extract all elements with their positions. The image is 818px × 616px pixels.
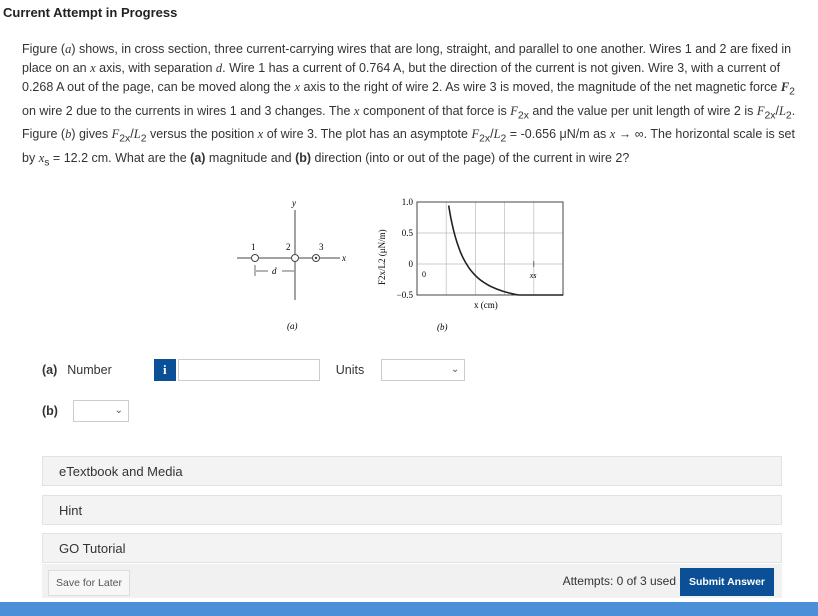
wire-1 [252, 255, 259, 262]
x-tick-label: 0 [422, 270, 426, 279]
wire-3-label: 3 [319, 242, 324, 252]
x-axis-label: x [342, 253, 346, 263]
number-input[interactable] [178, 359, 320, 381]
y-tick-label: 1.0 [401, 197, 413, 207]
etextbook-media-panel[interactable]: eTextbook and Media [42, 456, 782, 486]
out-of-page-dot [315, 257, 317, 259]
part-a-label: (a) [42, 363, 58, 377]
taskbar [0, 602, 818, 616]
submit-answer-button[interactable]: Submit Answer [680, 568, 774, 596]
d-label: d [272, 266, 277, 276]
save-for-later-button[interactable]: Save for Later [48, 570, 130, 596]
answer-row-b [42, 400, 129, 422]
chart-frame [417, 202, 563, 295]
number-label: Number [67, 363, 112, 377]
y-tick-label: −0.5 [396, 290, 413, 300]
figure-a-caption: (a) [287, 321, 298, 331]
part-b-label: (b) [42, 404, 58, 418]
footer-bar [42, 564, 782, 598]
chevron-down-icon: ⌄ [114, 405, 123, 416]
attempts-counter: Attempts: 0 of 3 used [562, 574, 676, 588]
problem-text: Figure (a) shows, in cross section, three current-carrying wires that are long, straight, and parallel to one another. Wires 1 and 2 are fixed in place on an x axis, with separation d. Wire 1 has a current of 0.764 A, but the direction of the current is not given. Wire 3, with a current of 0.268 A out of the page, can be moved along the x axis to the right of wire 2. As wire 3 is moved, the magnitude of the net magnetic force $F_2$ on wire 2 due to the currents in wires 1 and 3 changes. The x component of that force is $F_{2x}$ and the value per unit length of wire 2 is $F_{2x}/L_2$. Figure (b) gives $F_{2x}/L_2$ versus the position x of wire 3. The plot has an asymptote $F_{2x}/L_2 = -0.656$ μN/m as x → ∞. The horizontal scale is set by $x_s = 12.2$ cm. What are the (a) magnitude and (b) direction (into or out of the page) of the current in wire 2? [22, 42, 796, 168]
figure [225, 190, 565, 335]
chart-ylabel: F2x/L2 (μN/m) [377, 229, 387, 285]
chevron-down-icon: ⌄ [450, 364, 460, 375]
y-tick-label: 0.5 [401, 228, 413, 238]
chart-xlabel: x (cm) [474, 300, 498, 310]
figure-b-chart [377, 197, 563, 332]
x-tick-label: xs [529, 271, 537, 280]
hint-panel[interactable]: Hint [42, 495, 782, 525]
wire-1-label: 1 [251, 242, 256, 252]
units-label: Units [335, 363, 365, 377]
info-icon[interactable]: i [154, 359, 176, 381]
go-tutorial-panel[interactable]: GO Tutorial [42, 533, 782, 563]
series-line [449, 206, 563, 296]
direction-select[interactable] [73, 400, 129, 422]
wire-2-label: 2 [286, 242, 291, 252]
units-select[interactable] [381, 359, 465, 381]
header-bar [0, 0, 818, 30]
page-title: Current Attempt in Progress [3, 5, 178, 20]
figure-b-caption: (b) [437, 322, 448, 332]
wire-2 [292, 255, 299, 262]
answer-row-a [42, 359, 465, 381]
figure-a [237, 198, 346, 331]
y-axis-label: y [292, 198, 296, 208]
y-tick-label: 0 [408, 259, 413, 269]
